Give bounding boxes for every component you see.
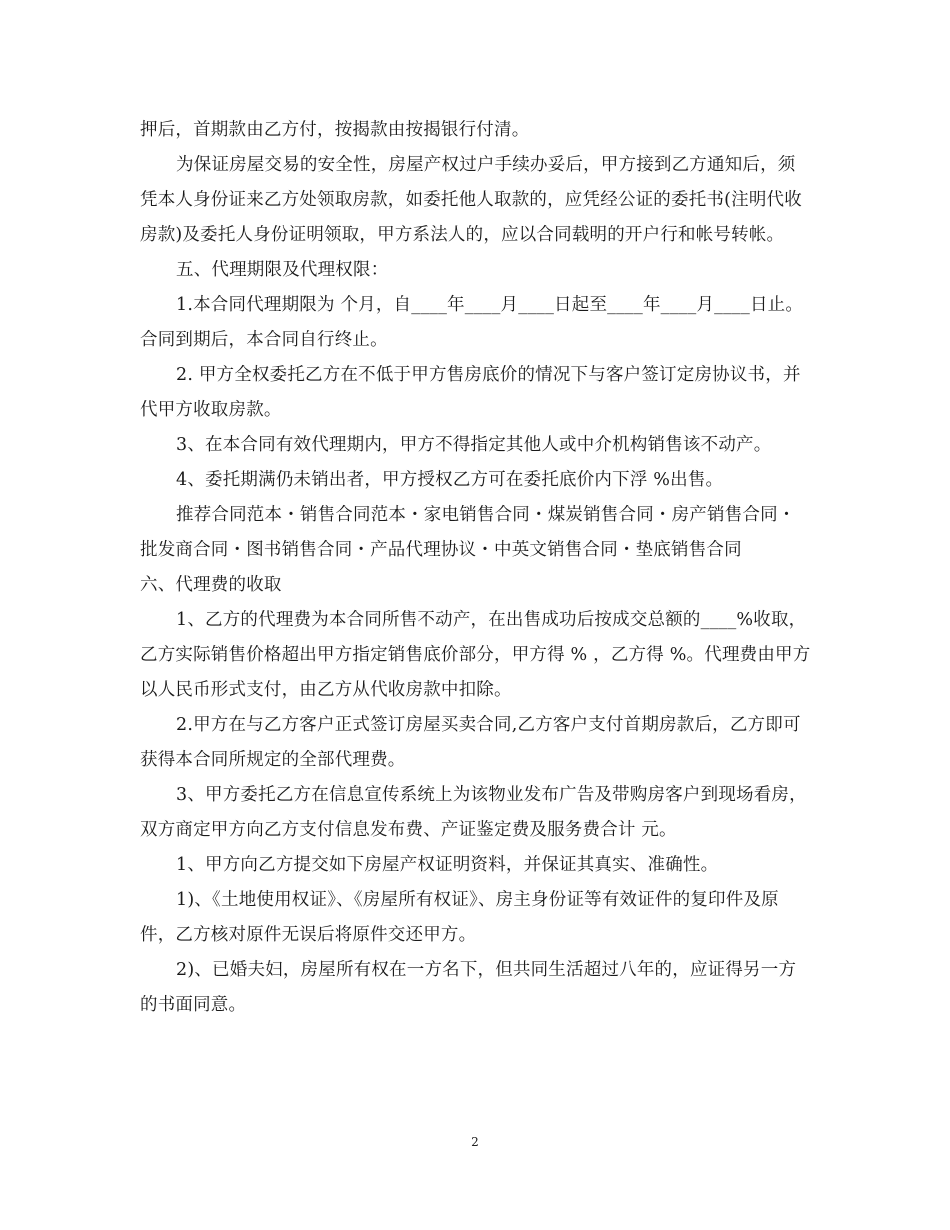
paragraph: 4、委托期满仍未销出者，甲方授权乙方可在委托底价内下浮 %出售。 — [176, 470, 724, 490]
paragraph: 2.甲方在与乙方客户正式签订房屋买卖合同,乙方客户支付首期房款后，乙方即可获得本合同所规定的全部代理费。 — [140, 715, 801, 770]
page-number: 2 — [471, 1135, 479, 1149]
paragraph: 2. 甲方全权委托乙方在不低于甲方售房底价的情况下与客户签订定房协议书，并代甲方收取房款。 — [140, 365, 801, 420]
document-body — [140, 113, 812, 1023]
paragraph: 1、乙方的代理费为本合同所售不动产，在出售成功后按成交总额的____%收取，乙方实际销售价格超出甲方指定销售底价部分，甲方得 % ，乙方得 %。代理费由甲方以人民币形式支付，由乙方从代收房款中扣除。 — [140, 610, 811, 700]
paragraph: 1、甲方向乙方提交如下房屋产权证明资料，并保证其真实、准确性。 — [176, 855, 719, 875]
section-heading: 六、代理费的收取 — [140, 575, 282, 595]
paragraph: 为保证房屋交易的安全性，房屋产权过户手续办妥后，甲方接到乙方通知后，须凭本人身份证来乙方处领取房款，如委托他人取款的，应凭经公证的委托书(注明代收房款)及委托人身份证明领取，甲方系法人的，应以合同载明的开户行和帐号转帐。 — [140, 155, 802, 245]
paragraph: 1.本合同代理期限为 个月，自____年____月____日起至____年____月____日止。合同到期后，本合同自行终止。 — [140, 295, 804, 350]
recommended-templates: 推荐合同范本・销售合同范本・家电销售合同・煤炭销售合同・房产销售合同・批发商合同・图书销售合同・产品代理协议・中英文销售合同・垫底销售合同 — [140, 505, 796, 560]
section-heading: 五、代理期限及代理权限： — [176, 260, 389, 280]
paragraph: 1)、《土地使用权证》、《房屋所有权证》、房主身份证等有效证件的复印件及原件，乙方核对原件无误后将原件交还甲方。 — [140, 890, 779, 945]
paragraph: 押后，首期款由乙方付，按揭款由按揭银行付清。 — [140, 120, 530, 140]
paragraph: 2)、已婚夫妇，房屋所有权在一方名下，但共同生活超过八年的，应证得另一方的书面同意。 — [140, 960, 797, 1015]
paragraph: 3、在本合同有效代理期内，甲方不得指定其他人或中介机构销售该不动产。 — [176, 435, 772, 455]
paragraph: 3、甲方委托乙方在信息宣传系统上为该物业发布广告及带购房客户到现场看房，双方商定甲方向乙方支付信息发布费、产证鉴定费及服务费合计 元。 — [140, 785, 807, 840]
